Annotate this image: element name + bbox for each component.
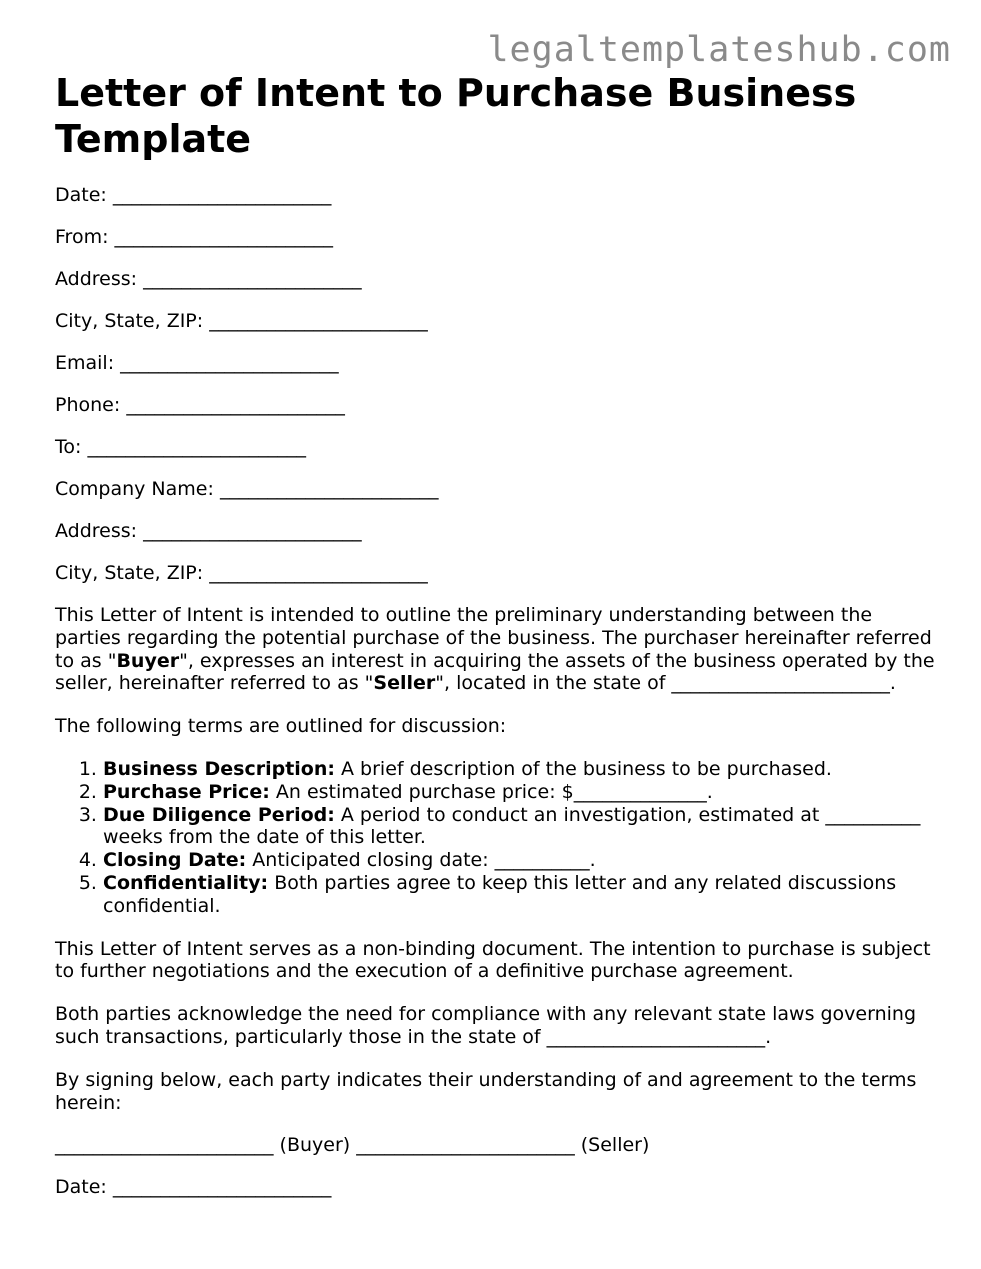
term-label: Business Description:	[103, 757, 335, 780]
form-field	[55, 520, 935, 542]
term-item	[103, 758, 935, 781]
term-item	[103, 781, 935, 804]
field-label: From:	[55, 226, 109, 248]
field-blank: _______________________	[209, 310, 428, 332]
signing-paragraph: By signing below, each party indicates their understanding of and agreement to the terms herein:	[55, 1068, 917, 1114]
field-blank: _______________________	[143, 268, 362, 290]
term-label: Due Diligence Period:	[103, 803, 335, 826]
field-blank: _______________________	[120, 352, 339, 374]
watermark: legaltemplateshub.com	[487, 30, 951, 70]
term-item	[103, 849, 935, 872]
field-label: Email:	[55, 352, 115, 374]
form-field	[55, 268, 935, 290]
field-blank: _______________________	[143, 520, 362, 542]
field-label: To:	[55, 436, 82, 458]
form-field	[55, 226, 935, 248]
field-label: City, State, ZIP:	[55, 562, 204, 584]
field-blank: _______________________	[87, 436, 306, 458]
field-blank: _______________________	[209, 562, 428, 584]
form-field	[55, 436, 935, 458]
terms-intro: The following terms are outlined for discussion:	[55, 715, 507, 738]
nonbinding-paragraph: This Letter of Intent serves as a non-binding document. The intention to purchase is subject to further negotiations and the execution of a definitive purchase agreement.	[55, 937, 931, 983]
term-label: Closing Date:	[103, 849, 247, 872]
form-field	[55, 310, 935, 332]
term-item	[103, 872, 935, 918]
intro-paragraph: This Letter of Intent is intended to outline the preliminary understanding between the parties regarding the potential purchase of the business. The purchaser hereinafter referred to as "Buyer", expresses an interest in acquiring the assets of the business operated by the seller, hereinafter referred to as "Seller", located in the state of _______________________.	[55, 604, 935, 695]
compliance-paragraph: Both parties acknowledge the need for compliance with any relevant state laws governing such transactions, particularly those in the state of _______________________.	[55, 1003, 917, 1048]
form-field	[55, 562, 935, 584]
field-blank: _______________________	[112, 184, 332, 206]
term-text: Anticipated closing date: __________.	[252, 849, 596, 872]
form-field	[55, 478, 935, 500]
form-field	[55, 352, 935, 374]
seller-term: Seller	[373, 672, 436, 695]
term-text: Both parties agree to keep this letter and any related discussions confidential.	[103, 871, 897, 917]
term-text: A brief description of the business to be purchased.	[341, 757, 832, 780]
final-date-field: Date: _______________________	[55, 1176, 332, 1199]
term-text: A period to conduct an investigation, estimated at __________ weeks from the date of this letter.	[103, 803, 921, 849]
term-label: Confidentiality:	[103, 871, 269, 894]
page-title: Letter of Intent to Purchase Business Template	[55, 71, 857, 161]
term-label: Purchase Price:	[103, 780, 270, 803]
term-item	[103, 804, 935, 850]
buyer-term: Buyer	[116, 649, 180, 672]
field-label: Company Name:	[55, 478, 214, 500]
field-label: City, State, ZIP:	[55, 310, 204, 332]
field-label: Address:	[55, 268, 138, 290]
field-blank: _______________________	[126, 394, 345, 416]
form-field	[55, 394, 935, 416]
field-label: Address:	[55, 520, 138, 542]
document-page	[55, 70, 935, 1218]
term-text: An estimated purchase price: $______________.	[275, 780, 713, 803]
field-blank: _______________________	[219, 478, 439, 500]
field-label: Date:	[55, 184, 107, 206]
signature-line: _______________________ (Buyer) _______________________ (Seller)	[55, 1134, 650, 1157]
field-label: Phone:	[55, 394, 121, 416]
header-fields	[55, 184, 935, 584]
terms-list	[55, 758, 935, 918]
field-blank: _______________________	[114, 226, 334, 248]
form-field	[55, 184, 935, 206]
